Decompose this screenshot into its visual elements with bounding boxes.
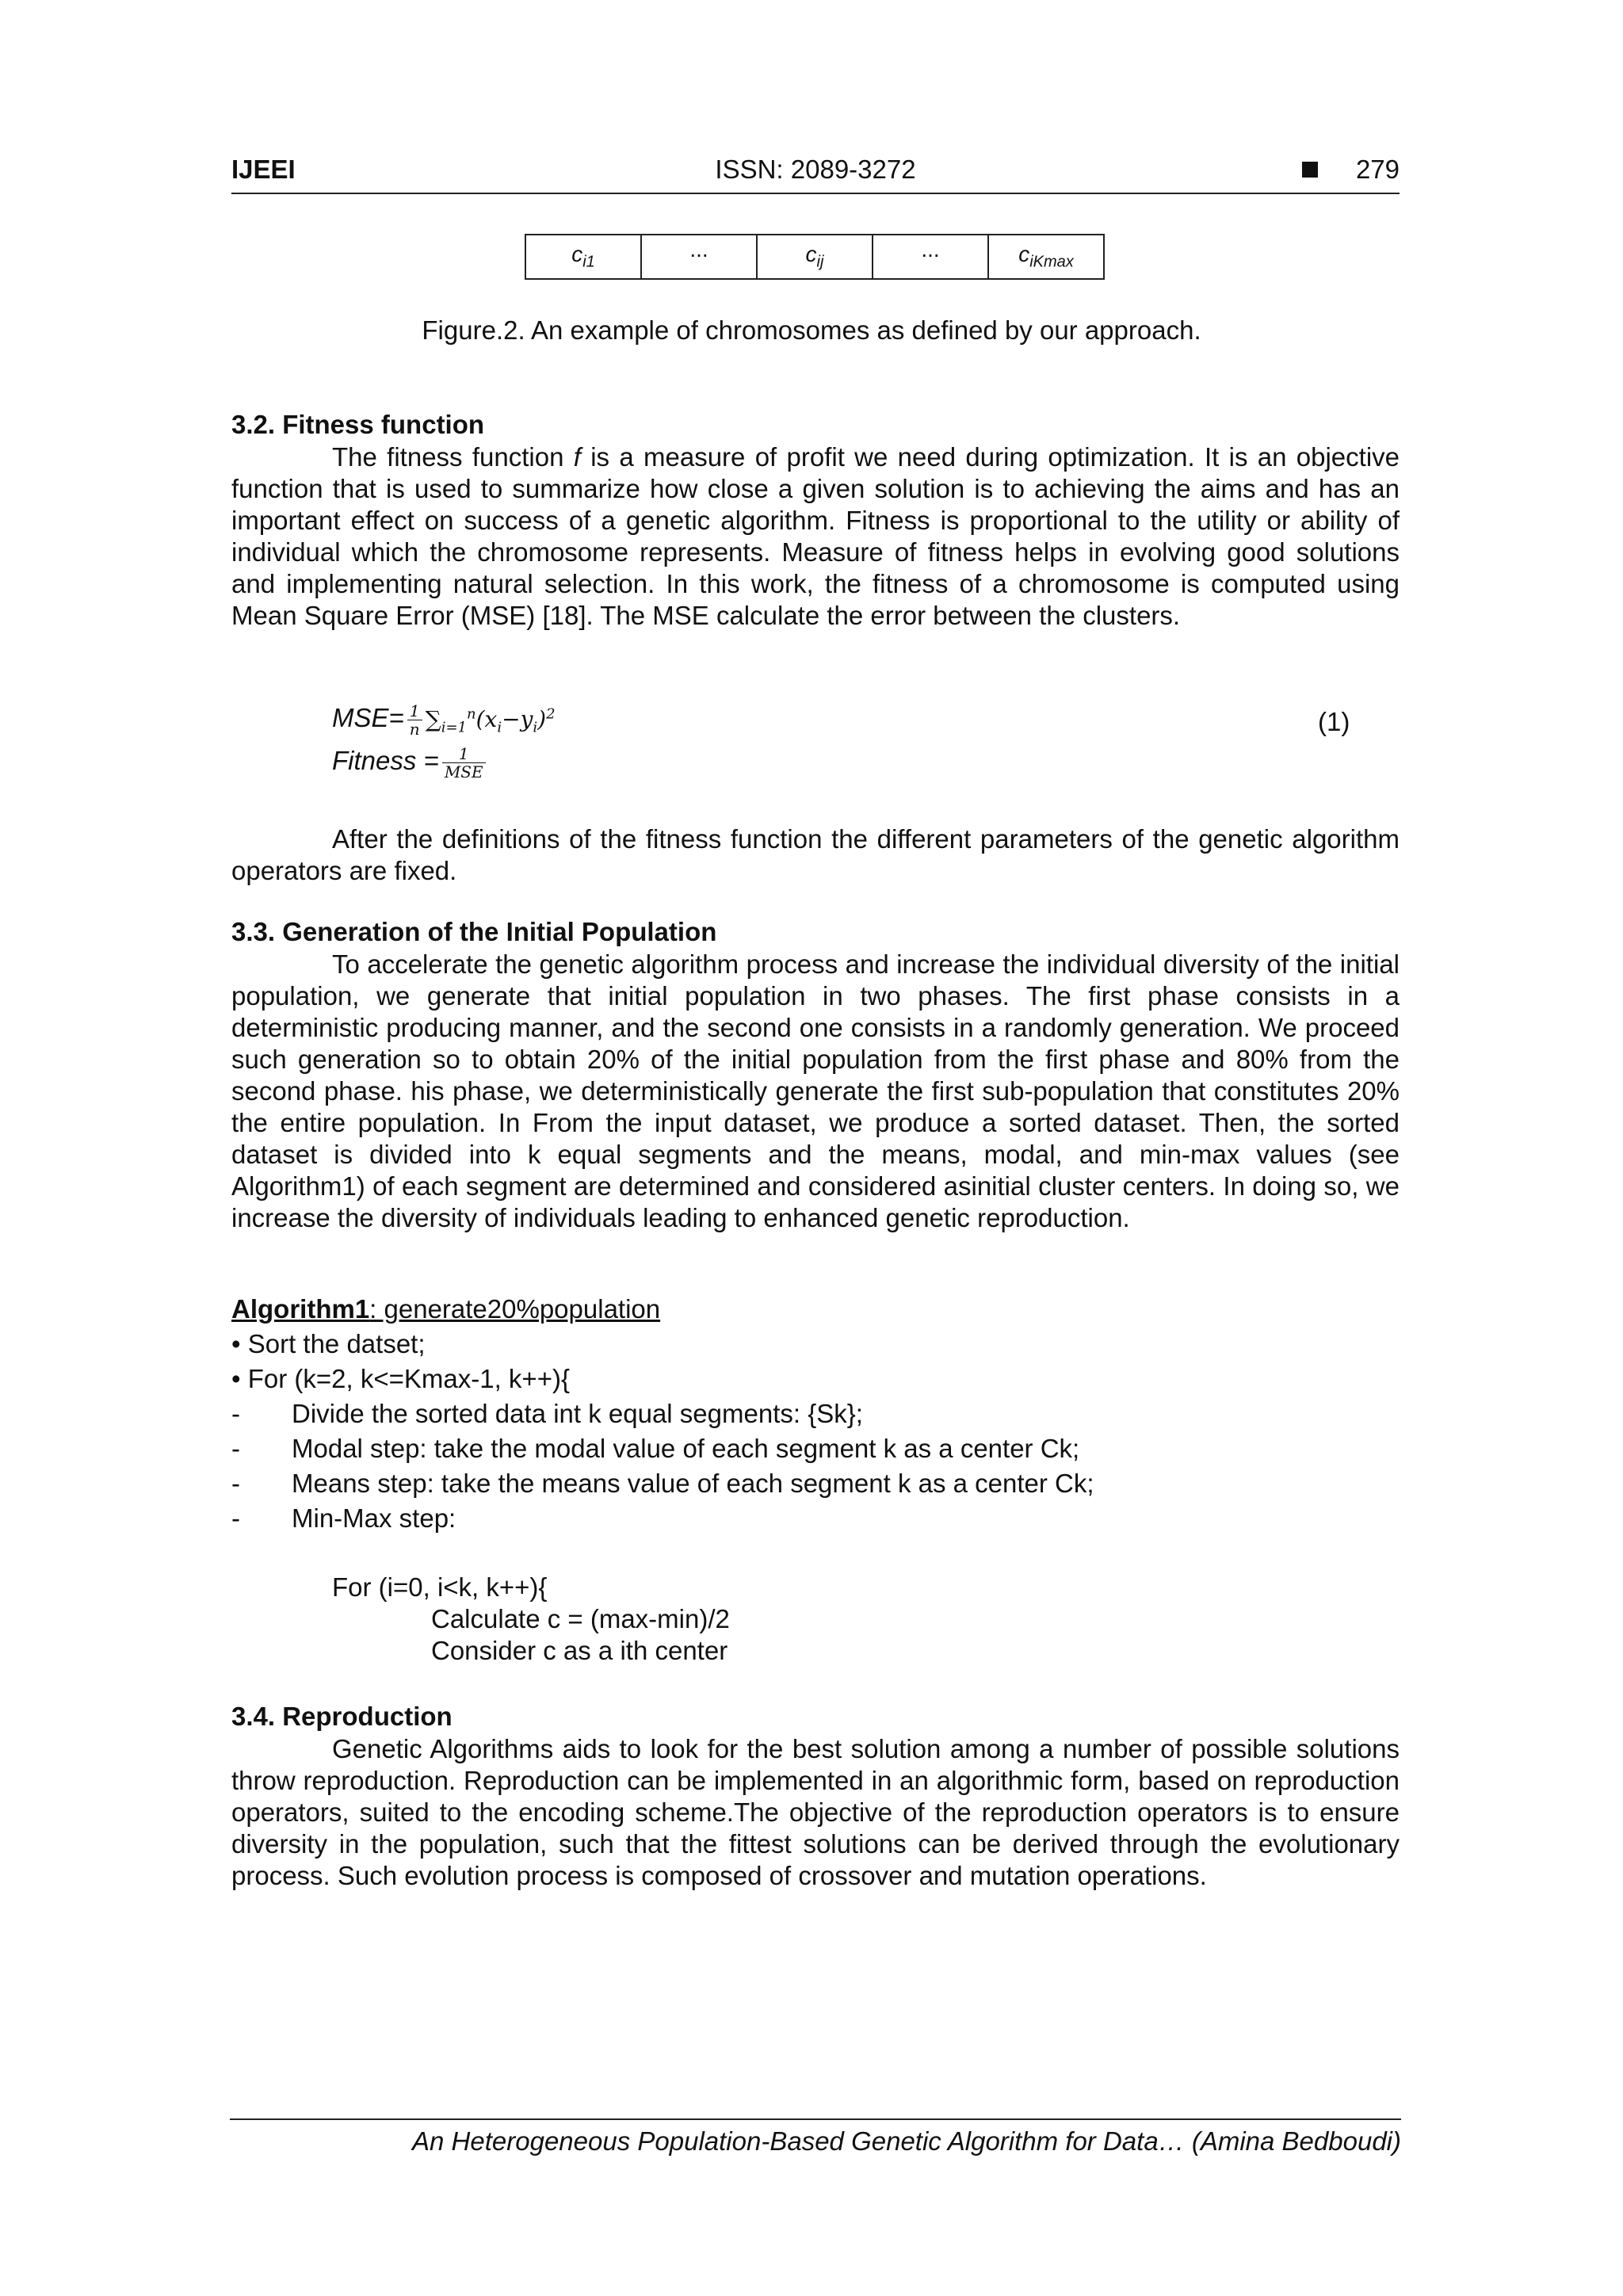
fraction: $\frac{1}{\text{MSE}}$ — [442, 745, 486, 781]
paragraph: To accelerate the genetic algorithm process and increase the individual diversity of the initial population, we generate that initial population in two phases. The first phase consists in a deterministic producing manner, and the second one consists in a randomly generation. We proceed such generation so to obtain 20% of the initial population from the first phase and 80% from the second phase. his phase, we deterministically generate the first sub-population that constitutes 20% the entire population. In From the input dataset, we produce a sorted dataset. Then, the sorted dataset is divided into k equal segments and the means, modal, and min-max values (see Algorithm1) of each segment are determined and considered asinitial cluster centers. In doing so, we increase the diversity of individuals leading to enhanced genetic reproduction. — [231, 949, 1400, 1232]
algorithm-bullet: • For (k=2, k<=Kmax-1, k++){ — [231, 1364, 570, 1393]
algorithm-step: - Means step: take the means value of each segment k as a center Ck; — [231, 1469, 1094, 1498]
equation-lhs: Fitness = — [332, 746, 439, 776]
square-bullet-icon — [1302, 162, 1318, 178]
algorithm-calc: Calculate c = (max-min)/2 — [431, 1604, 730, 1633]
page-header — [231, 155, 1400, 194]
paragraph: The fitness function f is a measure of profit we need during optimization. It is an objective function that is used to summarize how close a given solution is to achieving the aims and has an important effect on success of a genetic algorithm. Fitness is proportional to the utility or ability of individual which the chromosome represents. Measure of fitness helps in evolving good solutions and implementing natural selection. In this work, the fitness of a chromosome is computed using Mean Square Error (MSE) [18]. The MSE calculate the error between the clusters. — [231, 442, 1400, 630]
paragraph: After the definitions of the fitness function the different parameters of the genetic algorithm operators are fixed. — [231, 824, 1400, 885]
chromosome-cell-ij: $c_{ij}$ — [757, 235, 873, 279]
section-3-3-paragraph — [231, 949, 1400, 1234]
page-footer: An Heterogeneous Population-Based Genetic Algorithm for Data… (Amina Bedboudi) — [230, 2118, 1401, 2157]
equation-fitness — [332, 745, 489, 781]
section-3-2-closing — [231, 823, 1400, 887]
algorithm-consider: Consider c as a ith center — [431, 1636, 728, 1665]
fraction: $\frac{1}{n}$ — [407, 702, 422, 738]
algorithm-step: - Min-Max step: — [231, 1503, 456, 1533]
equation-number: (1) — [1318, 707, 1350, 736]
algorithm-loop: For (i=0, i<k, k++){ — [332, 1572, 548, 1602]
chromosome-cell-ellipsis: ... — [641, 235, 757, 279]
equation-mse — [332, 702, 556, 738]
section-3-2-paragraph — [231, 441, 1400, 632]
journal-name: IJEEI — [231, 155, 296, 184]
section-heading-3-3: 3.3. Generation of the Initial Population — [231, 917, 717, 946]
section-3-4-paragraph — [231, 1733, 1400, 1892]
summation: $\sum_{i=1}^n(x_i-y_i)^2$ — [425, 705, 556, 736]
equation-lhs: MSE= — [332, 703, 404, 733]
section-heading-3-2: 3.2. Fitness function — [231, 410, 485, 439]
algorithm-step: - Divide the sorted data int k equal segments: {Sk}; — [231, 1399, 863, 1428]
algorithm-title: Algorithm1: generate20%population — [231, 1294, 661, 1324]
header-right — [1302, 155, 1400, 185]
page-number: 279 — [1355, 155, 1400, 184]
issn: ISSN: 2089-3272 — [715, 155, 916, 184]
figure-caption: Figure.2. An example of chromosomes as defined by our approach. — [422, 315, 1201, 345]
chromosome-cell-first: $c_{i1}$ — [525, 235, 641, 279]
algorithm-step: - Modal step: take the modal value of each segment k as a center Ck; — [231, 1434, 1080, 1463]
paragraph: Genetic Algorithms aids to look for the best solution among a number of possible solutions throw reproduction. Reproduction can be implemented in an algorithmic form, based on reproduction operators, suited to the encoding scheme.The objective of the reproduction operators is to ensure diversity in the population, such that the fittest solutions can be derived through the evolutionary process. Such evolution process is composed of crossover and mutation operations. — [231, 1734, 1400, 1890]
chromosome-figure — [525, 234, 1105, 280]
section-heading-3-4: 3.4. Reproduction — [231, 1702, 453, 1731]
algorithm-bullet: • Sort the datset; — [231, 1329, 426, 1358]
chromosome-cell-last: $c_{iKmax}$ — [988, 235, 1104, 279]
chromosome-cell-ellipsis: ... — [873, 235, 988, 279]
